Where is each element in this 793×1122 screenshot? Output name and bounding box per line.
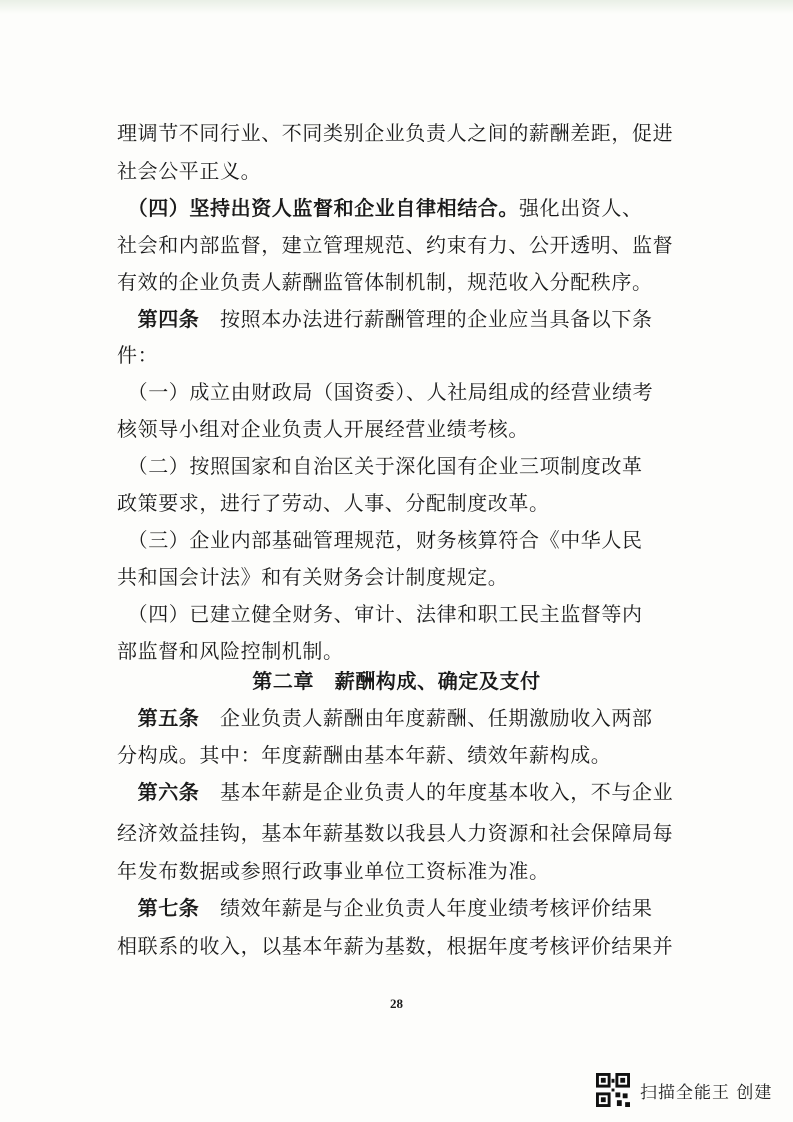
scan-edge — [0, 0, 793, 14]
page-number: 28 — [390, 996, 403, 1011]
text-line — [0, 414, 793, 444]
text-line — [0, 636, 793, 666]
bold-heading-text: 第五条 — [117, 706, 200, 730]
paragraph-text: 政策要求，进行了劳动、人事、分配制度改革。 — [117, 491, 550, 515]
chapter-heading — [0, 666, 793, 696]
text-line — [0, 818, 793, 848]
paragraph-text: 社会和内部监督，建立管理规范、约束有力、公开透明、监督 — [117, 233, 674, 257]
text-line — [0, 156, 793, 186]
paragraph-text: 绩效年薪是与企业负责人年度业绩考核评价结果 — [199, 896, 653, 920]
text-line — [0, 230, 793, 260]
scanner-watermark — [596, 1070, 772, 1110]
text-line — [0, 893, 793, 923]
text-line — [0, 931, 793, 961]
text-line — [0, 118, 793, 148]
paragraph-text: 年发布数据或参照行政事业单位工资标准为准。 — [117, 859, 550, 883]
paragraph-text: 基本年薪是企业负责人的年度基本收入，不与企业 — [199, 780, 674, 804]
text-line — [0, 304, 793, 334]
paragraph-text: 共和国会计法》和有关财务会计制度规定。 — [117, 565, 509, 589]
paragraph-text: （三）企业内部基础管理规范，财务核算符合《中华人民 — [117, 528, 643, 552]
paragraph-text: 部监督和风险控制机制。 — [117, 639, 344, 663]
text-line — [0, 377, 793, 407]
text-line — [0, 451, 793, 481]
text-line — [0, 525, 793, 555]
text-line — [0, 703, 793, 733]
text-line — [0, 777, 793, 807]
paragraph-text: 社会公平正义。 — [117, 159, 262, 183]
paragraph-text: 理调节不同行业、不同类别企业负责人之间的薪酬差距，促进 — [117, 121, 674, 145]
paragraph-text: 按照本办法进行薪酬管理的企业应当具备以下条 — [199, 307, 653, 331]
text-line — [0, 267, 793, 297]
text-line — [0, 740, 793, 770]
bold-heading-text: （四）坚持出资人监督和企业自律相结合。 — [117, 196, 519, 220]
bold-heading-text: 第四条 — [117, 307, 200, 331]
watermark-text: 扫描全能王 创建 — [640, 1082, 773, 1103]
bold-heading-text: 第六条 — [117, 780, 200, 804]
qr-code-icon — [596, 1073, 630, 1107]
paragraph-text: （二）按照国家和自治区关于深化国有企业三项制度改革 — [117, 454, 643, 478]
paragraph-text: （一）成立由财政局（国资委）、人社局组成的经营业绩考 — [117, 380, 654, 404]
text-line — [0, 856, 793, 886]
text-line — [0, 599, 793, 629]
paragraph-text: 强化出资人、 — [519, 196, 643, 220]
paragraph-text: 企业负责人薪酬由年度薪酬、任期激励收入两部 — [199, 706, 653, 730]
text-line — [0, 193, 793, 223]
paragraph-text: 经济效益挂钩，基本年薪基数以我县人力资源和社会保障局每 — [117, 821, 674, 845]
text-line — [0, 488, 793, 518]
text-line — [0, 340, 793, 370]
bold-heading-text: 第七条 — [117, 896, 200, 920]
paragraph-text: 核领导小组对企业负责人开展经营业绩考核。 — [117, 417, 529, 441]
paragraph-text: （四）已建立健全财务、审计、法律和职工民主监督等内 — [117, 602, 643, 626]
text-line — [0, 562, 793, 592]
paragraph-text: 件： — [117, 343, 159, 367]
paragraph-text: 有效的企业负责人薪酬监管体制机制，规范收入分配秩序。 — [117, 270, 653, 294]
paragraph-text: 相联系的收入，以基本年薪为基数，根据年度考核评价结果并 — [117, 934, 674, 958]
paragraph-text: 分构成。其中：年度薪酬由基本年薪、绩效年薪构成。 — [117, 743, 612, 767]
bold-heading-text: 第二章 薪酬构成、确定及支付 — [252, 669, 541, 693]
